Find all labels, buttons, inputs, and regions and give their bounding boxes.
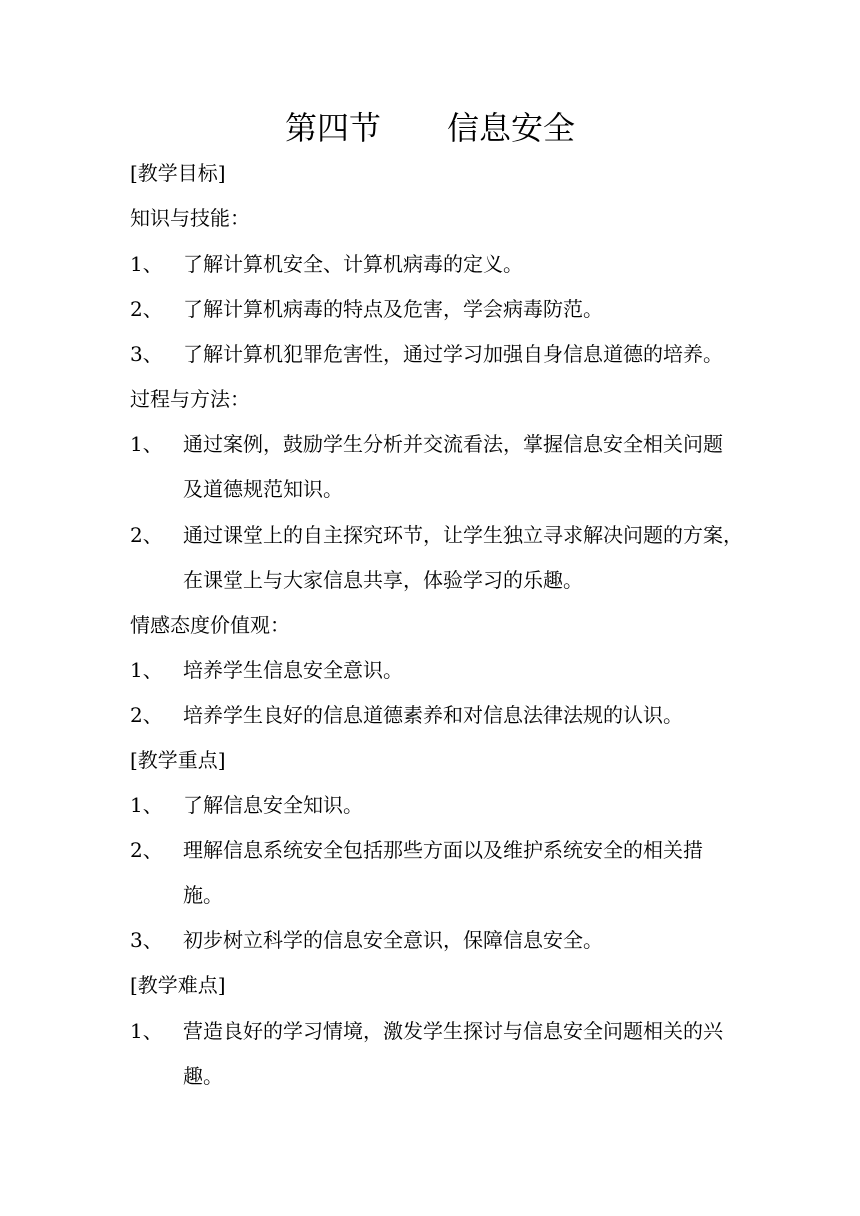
item-continuation: 在课堂上与大家信息共享，体验学习的乐趣。 xyxy=(183,568,583,592)
item-text: 培养学生良好的信息道德素养和对信息法律法规的认识。 xyxy=(183,703,683,727)
title-section-number: 第四节 xyxy=(284,109,381,147)
item-text: 初步树立科学的信息安全意识，保障信息安全。 xyxy=(183,928,603,952)
item-number: 1、 xyxy=(130,1019,163,1043)
difficulty-heading: [教学难点] xyxy=(130,973,226,997)
goals-heading: [教学目标] xyxy=(130,161,226,185)
item-continuation: 趣。 xyxy=(183,1064,223,1088)
item-text: 了解计算机病毒的特点及危害，学会病毒防范。 xyxy=(183,297,603,321)
item-number: 2、 xyxy=(130,703,163,727)
item-number: 2、 xyxy=(130,297,163,321)
knowledge-heading: 知识与技能： xyxy=(130,206,250,230)
item-number: 1、 xyxy=(130,793,163,817)
item-text: 理解信息系统安全包括那些方面以及维护系统安全的相关措 xyxy=(183,838,703,862)
item-number: 1、 xyxy=(130,252,163,276)
item-continuation: 及道德规范知识。 xyxy=(183,477,343,501)
item-number: 2、 xyxy=(130,838,163,862)
item-text: 了解信息安全知识。 xyxy=(183,793,363,817)
item-text: 培养学生信息安全意识。 xyxy=(183,658,403,682)
title-topic: 信息安全 xyxy=(447,109,576,147)
item-text: 营造良好的学习情境，激发学生探讨与信息安全问题相关的兴 xyxy=(183,1019,723,1043)
page-title xyxy=(0,106,860,150)
item-text: 了解计算机犯罪危害性，通过学习加强自身信息道德的培养。 xyxy=(183,342,723,366)
item-number: 3、 xyxy=(130,928,163,952)
item-text: 通过案例，鼓励学生分析并交流看法，掌握信息安全相关问题 xyxy=(183,432,723,456)
item-continuation: 施。 xyxy=(183,883,223,907)
key-points-heading: [教学重点] xyxy=(130,748,226,772)
item-number: 1、 xyxy=(130,658,163,682)
process-heading: 过程与方法： xyxy=(130,387,250,411)
item-number: 3、 xyxy=(130,342,163,366)
item-number: 2、 xyxy=(130,523,163,547)
item-text: 了解计算机安全、计算机病毒的定义。 xyxy=(183,252,523,276)
emotion-heading: 情感态度价值观： xyxy=(130,613,290,637)
item-number: 1、 xyxy=(130,432,163,456)
item-text: 通过课堂上的自主探究环节，让学生独立寻求解决问题的方案， xyxy=(183,523,743,547)
